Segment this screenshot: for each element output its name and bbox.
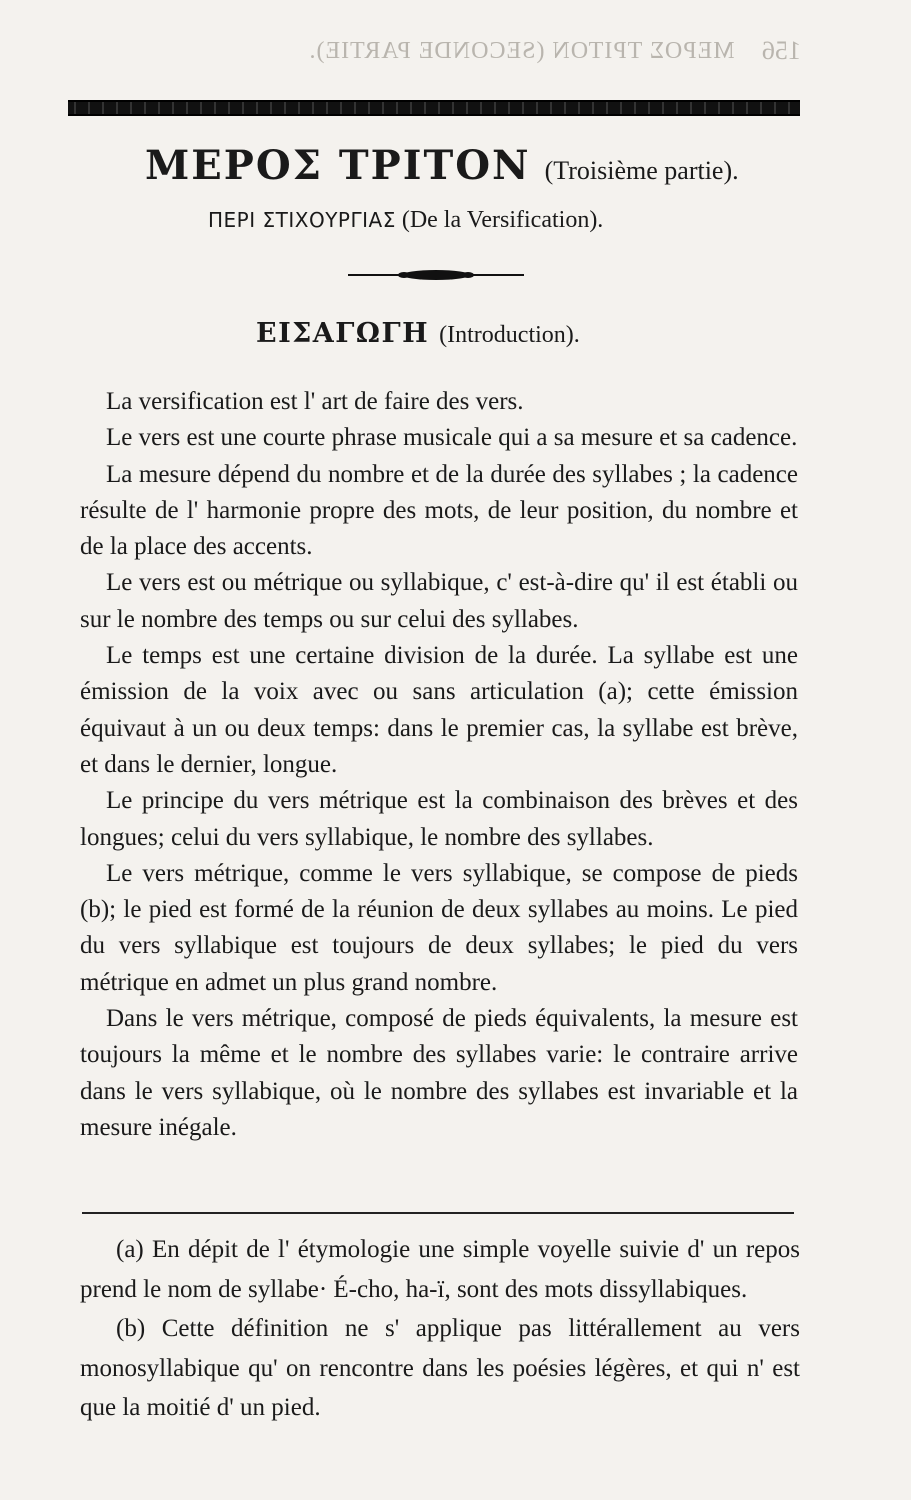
part-title-greek: ΜΕΡΟΣ ΤΡΙΤΟΝ [145, 142, 531, 189]
paragraph: Le principe du vers métrique est la combinaison des brèves et des longues; celui du vers syllabique, le nombre des syllabes. [80, 787, 798, 851]
subtitle-french: (De la Versification). [401, 207, 604, 233]
paragraph: Le vers est ou métrique ou syllabique, c' est-à-dire qu' il est établi ou sur le nombre des temps ou sur celui des syllabes. [80, 569, 798, 633]
footnotes [80, 1230, 800, 1428]
bleed-through-running-head: ΜΕΡΟΣ ΤΡΙΤΟΝ (SECONDE PARTIE). [308, 38, 735, 64]
footnote: (a) En dépit de l' étymologie une simple voyelle suivie d' un repos prend le nom de syllabe· É-cho, ha-ï, sont des mots dissyllabiques. [80, 1236, 800, 1303]
part-title-french: (Troisième partie). [544, 156, 739, 185]
paragraph: Dans le vers métrique, composé de pieds équivalents, la mesure est toujours la même et le nombre des syllabes varie: le contraire arrive dans le vers syllabique, où le nombre des syllabes est invariable et la mesure inégale. [80, 1005, 798, 1141]
section-heading-greek: ΕΙΣΑΓΩΓΗ [256, 318, 430, 349]
subtitle-greek: ΠΕΡΙ ΣΤΙΧΟΥΡΓΙΑΣ [208, 208, 396, 232]
body-text [80, 384, 798, 1146]
paragraph: Le temps est une certaine division de la durée. La syllabe est une émission de la voix avec ou sans articulation (a); cette émission équivaut à un ou deux temps: dans le premier cas, la syllabe est brève, et dans le dernier, longue. [80, 642, 798, 778]
bleed-through-page-number: 156 [762, 36, 801, 65]
ornament-divider-icon [346, 268, 526, 282]
paragraph: Le vers métrique, comme le vers syllabique, se compose de pieds (b); le pied est formé de la réunion de deux syllabes au moins. Le pied du vers syllabique est toujours de deux syllabes; le pied du vers métrique en admet un plus grand nombre. [80, 859, 798, 996]
paragraph: La mesure dépend du nombre et de la durée des syllabes ; la cadence résulte de l' harmonie propre des mots, de leur position, du nombre et de la place des accents. [80, 460, 798, 561]
part-title [145, 142, 785, 189]
section-heading-french: (Introduction). [439, 322, 580, 348]
footnote: (b) Cette définition ne s' applique pas littérallement au vers monosyllabique qu' on rencontre dans les poésies légères, et qui n' est que la moitié d' un pied. [80, 1315, 800, 1421]
section-heading [256, 318, 676, 349]
paragraph: La versification est l' art de faire des vers. [106, 388, 524, 415]
paragraph: Le vers est une courte phrase musicale qui a sa mesure et sa cadence. [106, 424, 798, 452]
part-subtitle [208, 207, 768, 234]
footnote-separator [82, 1212, 794, 1214]
top-decorative-rule [68, 100, 800, 116]
